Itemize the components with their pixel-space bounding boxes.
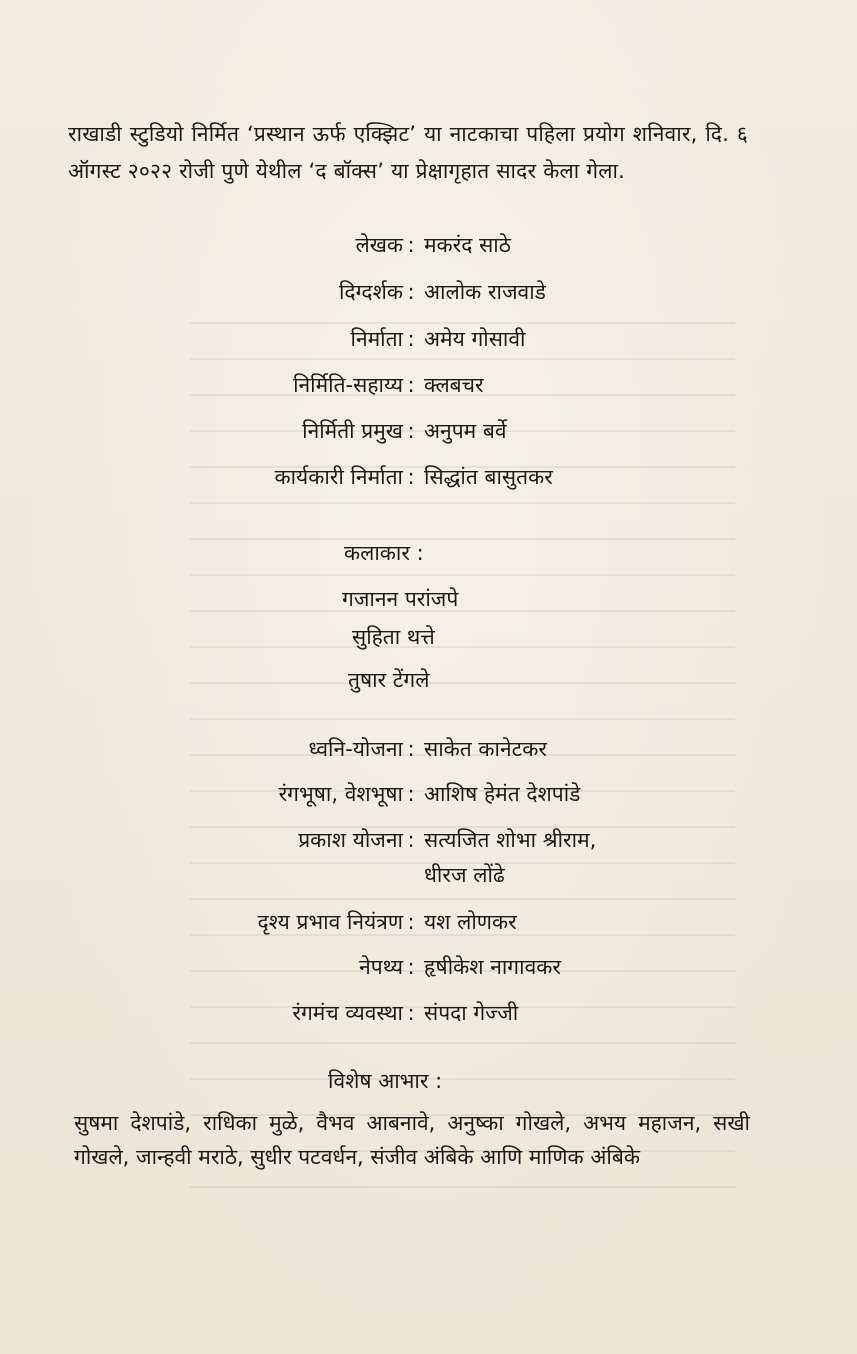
separator: : [407,737,415,761]
separator: : [407,955,415,979]
credit-name: यश लोणकर [424,910,517,934]
credit-role: निर्मिति-सहाय्य [293,373,403,397]
credit-role: लेखक [355,233,403,257]
credit-role: निर्मिती प्रमुख [302,419,403,443]
credit-role: नेपथ्य [359,955,403,979]
cast-member: गजानन परांजपे [342,587,459,611]
credit-row [0,948,857,986]
credit-name: सिद्धांत बासुतकर [424,465,553,489]
credit-name: क्लबचर [424,373,484,397]
credit-name: सत्यजित शोभा श्रीराम, [424,828,597,852]
credit-row [0,458,857,496]
credit-row [0,730,857,768]
credit-role: रंगमंच व्यवस्था [292,1001,403,1025]
credit-row [0,226,857,264]
credit-name-continued: धीरज लोंढे [424,863,505,887]
intro-paragraph: राखाडी स्टुडियो निर्मित ‘प्रस्थान ऊर्फ एक्झिट’ या नाटकाचा पहिला प्रयोग शनिवार, दि. ६ ऑगस्ट २०२२ रोजी पुणे येथील ‘द बॉक्स’ या प्रेक्षागृहात सादर केला गेला. [68,122,748,183]
thanks-list: सुषमा देशपांडे, राधिका मुळे, वैभव आबनावे, अनुष्का गोखले, अभय महाजन, सखी गोखले, जान्हवी मराठे, सुधीर पटवर्धन, संजीव अंबिके आणि माणिक अंबिके [74,1111,750,1169]
cast-member: सुहिता थत्ते [352,625,435,649]
separator: : [407,1001,415,1025]
separator: : [407,782,415,806]
thanks-heading: विशेष आभार : [328,1069,443,1093]
credit-row [0,821,857,859]
credit-role: कार्यकारी निर्माता [274,465,403,489]
credit-name: आलोक राजवाडे [424,280,546,304]
separator: : [407,828,415,852]
separator: : [407,280,415,304]
credit-name: अमेय गोसावी [424,327,526,351]
credit-name: संपदा गेज्जी [424,1001,519,1025]
credit-row [0,412,857,450]
cast-heading: कलाकार : [344,541,424,565]
credit-role: दिग्दर्शक [338,280,403,304]
credit-row [0,320,857,358]
credit-row [0,994,857,1032]
credit-role: प्रकाश योजना [298,828,403,852]
credit-row [0,273,857,311]
credit-role: ध्वनि-योजना [308,737,403,761]
credit-name: मकरंद साठे [424,233,511,257]
credit-role: दृश्य प्रभाव नियंत्रण [257,910,403,934]
credit-role: निर्माता [350,327,403,351]
separator: : [407,233,415,257]
cast-member: तुषार टेंगले [348,668,430,692]
credit-name: साकेत कानेटकर [424,737,547,761]
separator: : [407,465,415,489]
credit-row [0,775,857,813]
separator: : [407,419,415,443]
separator: : [407,373,415,397]
separator: : [407,910,415,934]
credit-name: हृषीकेश नागावकर [424,955,561,979]
credit-name: अनुपम बर्वे [424,419,507,443]
credit-name: आशिष हेमंत देशपांडे [424,782,581,806]
credit-row [0,903,857,941]
separator: : [407,327,415,351]
credit-row [0,366,857,404]
credit-role: रंगभूषा, वेशभूषा [278,782,403,806]
